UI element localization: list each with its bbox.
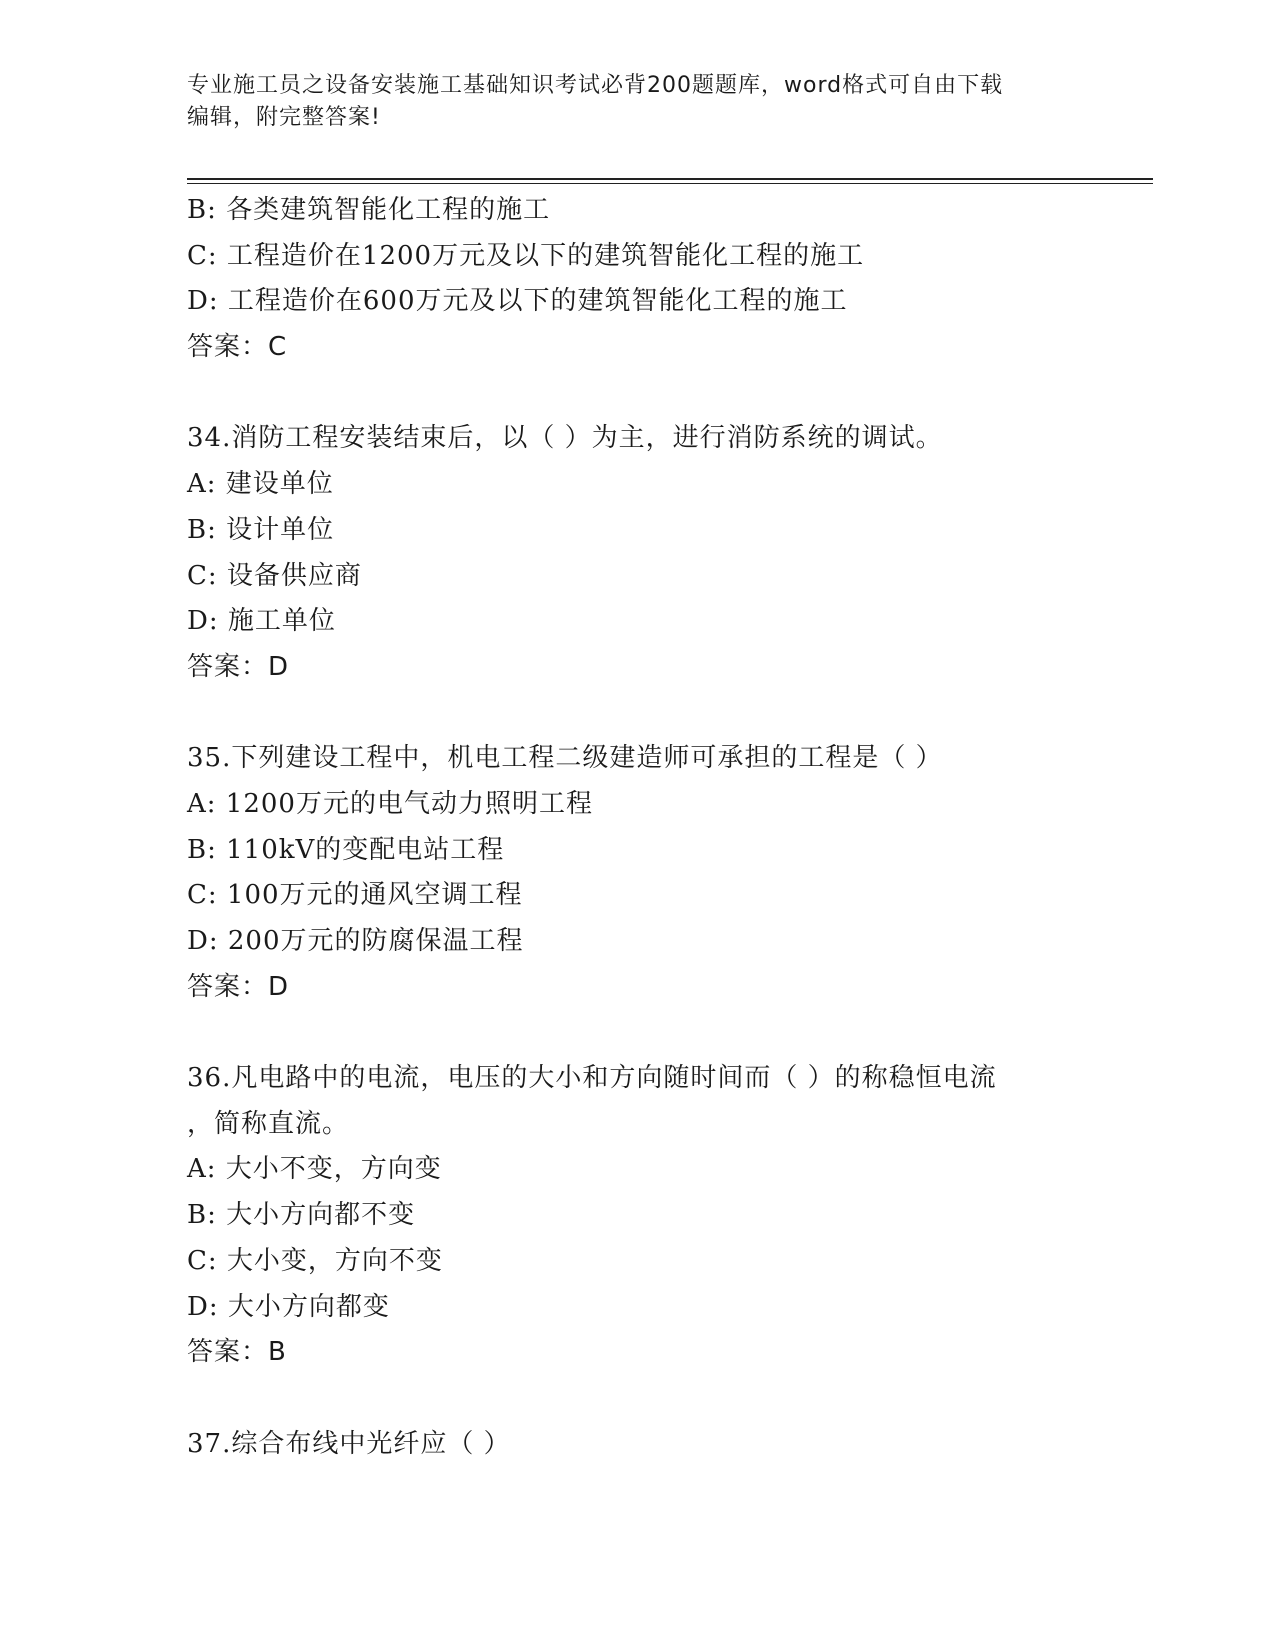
question-text: 34.消防工程安装结束后，以（ ）为主，进行消防系统的调试。 (187, 423, 943, 454)
document-header (187, 70, 1087, 134)
header-line-1: 专业施工员之设备安装施工基础知识考试必背200题题库，word格式可自由下载 (187, 73, 1004, 98)
question-text-line-2: ，简称直流。 (187, 1108, 350, 1139)
option-d: D: 200万元的防腐保温工程 (187, 926, 524, 956)
question-text-line-1: 36.凡电路中的电流，电压的大小和方向随时间而（ ）的称稳恒电流 (187, 1063, 997, 1094)
option-b: B: 110kV的变配电站工程 (187, 834, 505, 865)
question-text: 37.综合布线中光纤应（ ） (187, 1428, 511, 1459)
option-d: D: 大小方向都变 (187, 1291, 390, 1322)
header-rule-thick (187, 178, 1153, 180)
question-36-block (187, 1056, 1087, 1376)
question-text: 35.下列建设工程中，机电工程二级建造师可承担的工程是（ ） (187, 743, 943, 774)
answer-label: 答案：C (187, 332, 288, 363)
option-a: A: 建设单位 (187, 469, 334, 500)
spacer (187, 1376, 1087, 1422)
option-b: B: 各类建筑智能化工程的施工 (187, 195, 551, 225)
spacer (187, 691, 1087, 737)
option-c: C: 工程造价在1200万元及以下的建筑智能化工程的施工 (187, 240, 865, 271)
option-d: D: 施工单位 (187, 606, 336, 637)
spacer (187, 1010, 1087, 1056)
option-b: B: 设计单位 (187, 514, 335, 545)
answer-label: 答案：D (187, 971, 290, 1002)
question-33-block (187, 188, 1087, 371)
question-37-block (187, 1422, 1087, 1468)
answer-label: 答案：D (187, 651, 290, 682)
option-c: C: 100万元的通风空调工程 (187, 880, 523, 911)
question-34-block (187, 416, 1087, 690)
option-c: C: 大小变，方向不变 (187, 1245, 443, 1276)
header-line-2: 编辑，附完整答案! (187, 105, 381, 130)
answer-label: 答案：B (187, 1337, 287, 1368)
option-c: C: 设备供应商 (187, 560, 362, 591)
option-a: A: 1200万元的电气动力照明工程 (187, 788, 593, 819)
option-d: D: 工程造价在600万元及以下的建筑智能化工程的施工 (187, 286, 848, 317)
question-35-block (187, 736, 1087, 1010)
option-a: A: 大小不变，方向变 (187, 1154, 442, 1185)
question-content (187, 188, 1087, 1467)
option-b: B: 大小方向都不变 (187, 1200, 416, 1231)
header-rule-thin (187, 183, 1153, 184)
spacer (187, 371, 1087, 417)
